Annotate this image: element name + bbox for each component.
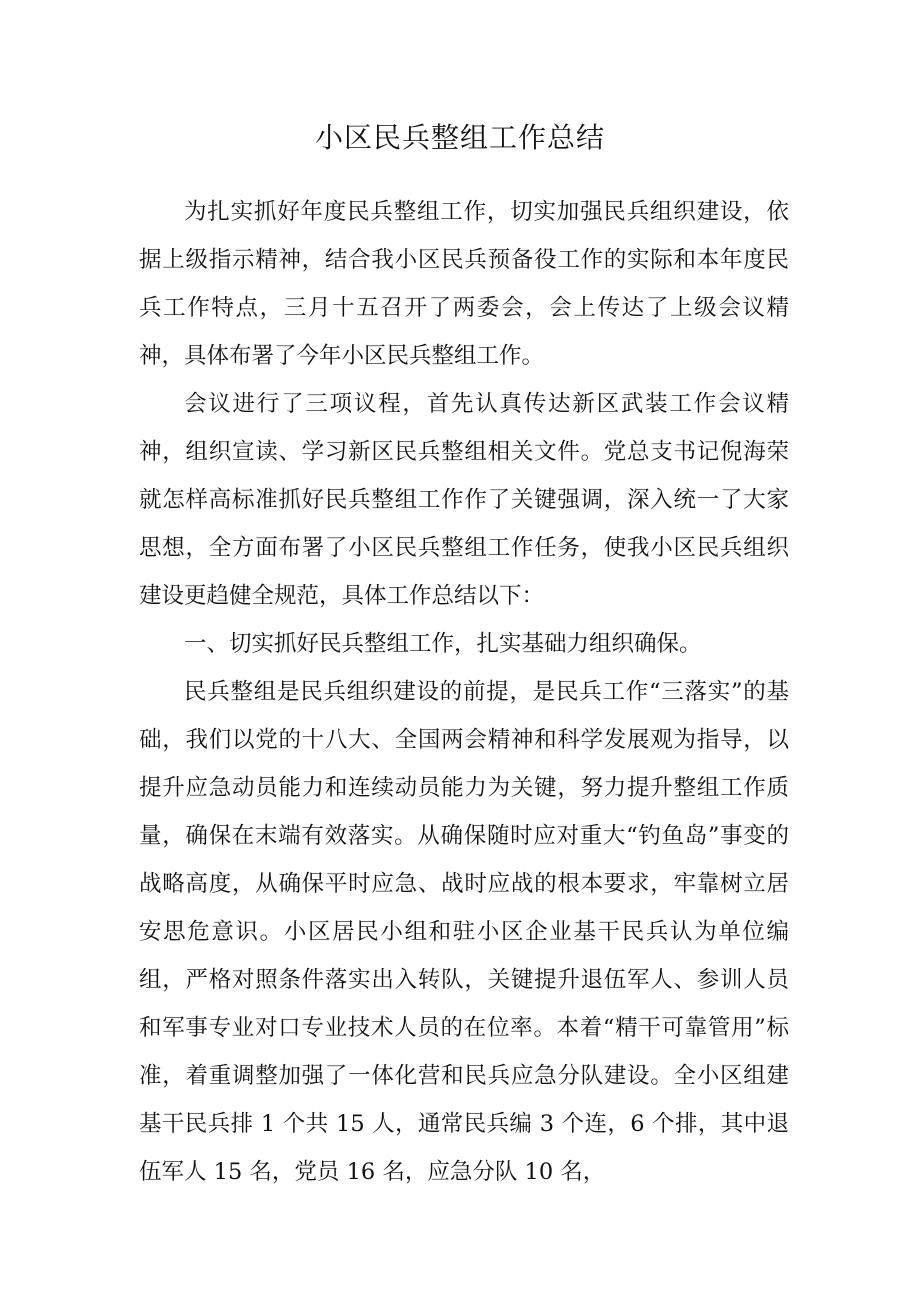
- paragraph-reorganization: 民兵整组是民兵组织建设的前提，是民兵工作“三落实”的基础，我们以党的十八大、全国两会精神和科学发展观为指导，以提升应急动员能力和连续动员能力为关键，努力提升整组工作质量，确保在末端有效落实。从确保随时应对重大“钓鱼岛”事变的战略高度，从确保平时应急、战时应战的根本要求，牢靠树立居安思危意识。小区居民小组和驻小区企业基干民兵认为单位编组，严格对照条件落实出入转队，关键提升退伍军人、参训人员和军事专业对口专业技术人员的在位率。本着“精干可靠管用”标准，着重调整加强了一体化营和民兵应急分队建设。全小区组建基干民兵排 1 个共 15 人，通常民兵编 3 个连，6 个排，其中退伍军人 15 名，党员 16 名，应急分队 10 名，: [139, 679, 789, 1185]
- section-heading-one: 一、切实抓好民兵整组工作，扎实基础力组织确保。: [184, 631, 702, 657]
- paragraph-intro: 为扎实抓好年度民兵整组工作，切实加强民兵组织建设，依据上级指示精神，结合我小区民兵预备役工作的实际和本年度民兵工作特点，三月十五召开了两委会，会上传达了上级会议精神，具体布署了今年小区民兵整组工作。: [139, 199, 789, 369]
- paragraph-meeting: 会议进行了三项议程，首先认真传达新区武装工作会议精神，组织宣读、学习新区民兵整组相关文件。党总支书记倪海荣就怎样高标准抓好民兵整组工作作了关键强调，深入统一了大家思想，全方面布署了小区民兵整组工作任务，使我小区民兵组织建设更趋健全规范，具体工作总结以下：: [139, 391, 789, 609]
- document-body: [139, 188, 789, 1196]
- document-title: 小区民兵整组工作总结: [314, 121, 605, 154]
